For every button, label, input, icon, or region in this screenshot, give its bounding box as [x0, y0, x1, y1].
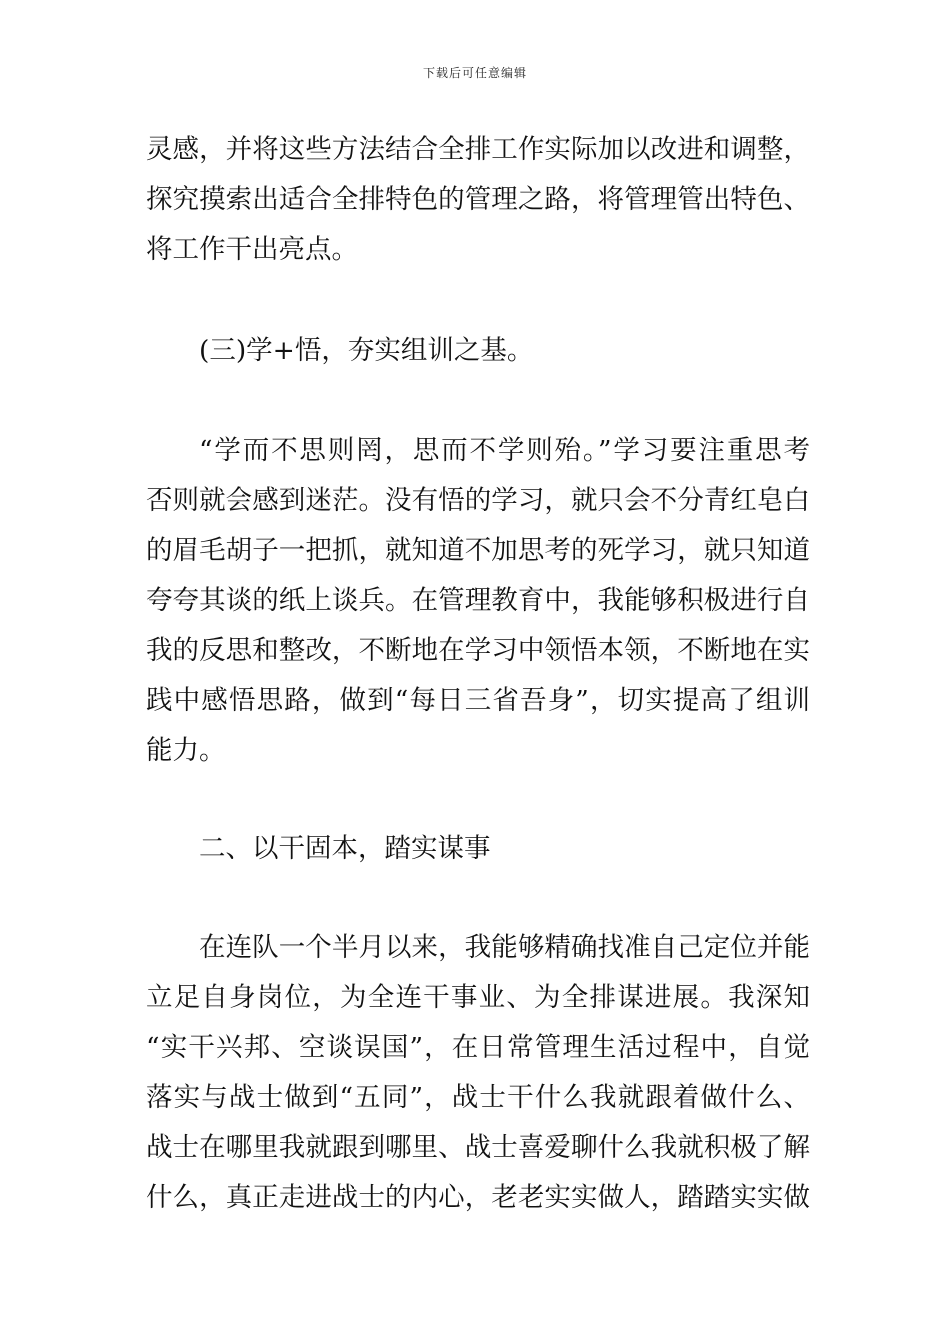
- paragraph-3-line-2: 立足自身岗位，为全连干事业、为全排谋进展。我深知: [146, 982, 810, 1013]
- paragraph-1-line-3: 将工作干出亮点。: [146, 234, 358, 265]
- paragraph-2-line-4: 夸夸其谈的纸上谈兵。在管理教育中，我能够积极进行自: [146, 585, 810, 616]
- paragraph-1-line-2: 探究摸索出适合全排特色的管理之路，将管理管出特色、: [146, 184, 810, 215]
- paragraph-2-line-3: 的眉毛胡子一把抓，就知道不加思考的死学习，就只知道: [146, 535, 810, 566]
- header-note: 下载后可任意编辑: [422, 66, 527, 80]
- paragraph-3-line-5: 战士在哪里我就跟到哪里、战士喜爱聊什么我就积极了解: [146, 1132, 810, 1163]
- paragraph-3-line-3: “实干兴邦、空谈误国”，在日常管理生活过程中，自觉: [146, 1032, 810, 1063]
- paragraph-2-line-5: 我的反思和整改，不断地在学习中领悟本领，不断地在实: [146, 635, 810, 666]
- paragraph-3-line-4: 落实与战士做到“五同”，战士干什么我就跟着做什么、: [146, 1082, 810, 1113]
- section-heading-2: 二、以干固本，踏实谋事: [199, 833, 491, 864]
- section-heading-3: (三)学+悟，夯实组训之基。: [199, 335, 534, 366]
- paragraph-2-line-7: 能力。: [146, 735, 226, 766]
- paragraph-3-line-6: 什么，真正走进战士的内心，老老实实做人，踏踏实实做: [146, 1182, 810, 1213]
- paragraph-2-line-1: “学而不思则罔，思而不学则殆。”学习要注重思考: [199, 435, 810, 466]
- paragraph-1-line-1: 灵感，并将这些方法结合全排工作实际加以改进和调整，: [146, 134, 810, 165]
- paragraph-2-line-2: 否则就会感到迷茫。没有悟的学习，就只会不分青红皂白: [146, 485, 810, 516]
- paragraph-2-line-6: 践中感悟思路，做到“每日三省吾身”，切实提高了组训: [146, 685, 810, 716]
- paragraph-3-line-1: 在连队一个半月以来，我能够精确找准自己定位并能: [199, 932, 810, 963]
